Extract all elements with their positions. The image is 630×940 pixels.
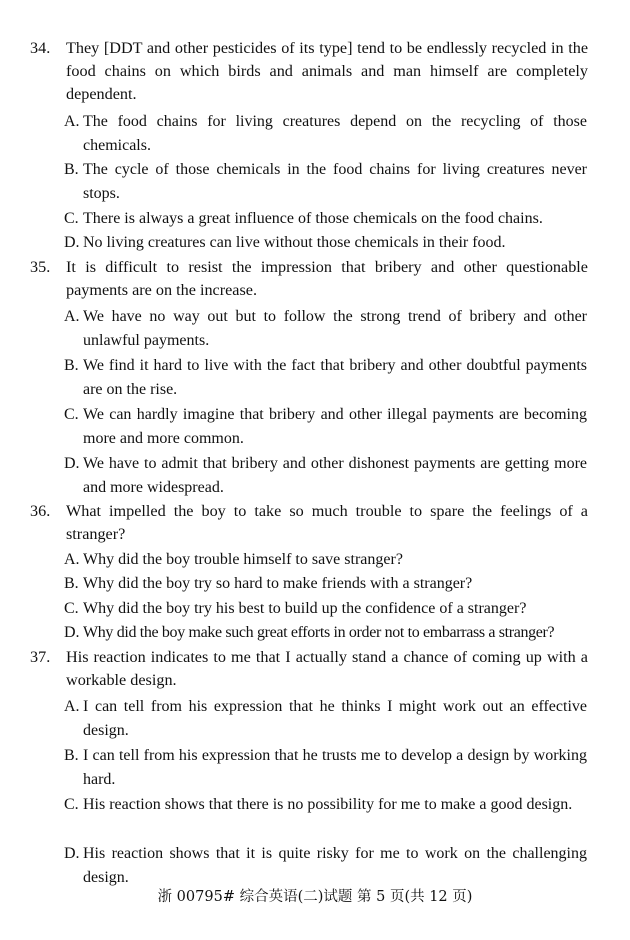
option-text: Why did the boy trouble himself to save stranger? xyxy=(83,551,403,568)
question-stem: His reaction indicates to me that I actually stand a chance of coming up with a workable design. xyxy=(66,648,588,689)
question-number: 34. xyxy=(30,39,51,57)
question-stem: What impelled the boy to take so much trouble to spare the feelings of a stranger? xyxy=(66,502,588,543)
option-text: We can hardly imagine that bribery and other illegal payments are becoming more and more common. xyxy=(83,406,587,447)
page-footer: 浙 00795# 综合英语(二)试题 第 5 页(共 12 页) xyxy=(157,889,473,905)
option-letter: C. xyxy=(64,796,79,813)
option-letter: A. xyxy=(64,551,80,568)
option-letter: B. xyxy=(64,161,79,178)
option-letter: C. xyxy=(64,406,79,423)
option-text: No living creatures can live without those chemicals in their food. xyxy=(83,234,506,251)
option-letter: A. xyxy=(64,698,80,715)
option-text: Why did the boy try his best to build up the confidence of a stranger? xyxy=(83,600,527,617)
option-c xyxy=(64,597,587,621)
option-c xyxy=(64,403,587,450)
option-a xyxy=(64,548,587,572)
option-letter: A. xyxy=(64,113,80,130)
option-b xyxy=(64,744,587,791)
option-text: I can tell from his expression that he thinks I might work out an effective design. xyxy=(83,698,587,739)
option-b xyxy=(64,158,587,205)
option-text: There is always a great influence of those chemicals on the food chains. xyxy=(83,210,543,227)
option-c xyxy=(64,793,587,817)
option-letter: B. xyxy=(64,747,79,764)
option-d xyxy=(64,231,587,255)
option-a xyxy=(64,695,587,742)
option-c xyxy=(64,207,587,231)
option-a xyxy=(64,305,587,352)
option-letter: A. xyxy=(64,308,80,325)
option-letter: D. xyxy=(64,455,80,472)
option-letter: B. xyxy=(64,357,79,374)
option-text: We have to admit that bribery and other dishonest payments are getting more and more widespread. xyxy=(83,455,587,496)
option-b xyxy=(64,354,587,401)
option-d xyxy=(64,621,587,645)
option-text: His reaction shows that there is no possibility for me to make a good design. xyxy=(83,796,573,813)
option-letter: D. xyxy=(64,234,80,251)
option-letter: C. xyxy=(64,210,79,227)
question-stem: They [DDT and other pesticides of its type] tend to be endlessly recycled in the food chains on which birds and animals and man himself are completely dependent. xyxy=(66,39,588,103)
option-letter: D. xyxy=(64,845,80,862)
question-number: 36. xyxy=(30,502,51,520)
option-text: The cycle of those chemicals in the food chains for living creatures never stops. xyxy=(83,161,587,202)
option-letter: C. xyxy=(64,600,79,617)
option-text: Why did the boy try so hard to make friends with a stranger? xyxy=(83,575,473,592)
question-number: 37. xyxy=(30,648,51,666)
option-letter: B. xyxy=(64,575,79,592)
option-text: Why did the boy make such great efforts in order not to embarrass a stranger? xyxy=(83,624,555,641)
option-b xyxy=(64,572,587,596)
option-text: We find it hard to live with the fact that bribery and other doubtful payments are on the rise. xyxy=(83,357,587,398)
question-number: 35. xyxy=(30,258,51,276)
question-stem: It is difficult to resist the impression that bribery and other questionable payments are on the increase. xyxy=(66,258,588,299)
option-d xyxy=(64,452,587,499)
option-text: I can tell from his expression that he trusts me to develop a design by working hard. xyxy=(83,747,587,788)
option-text: His reaction shows that it is quite risky for me to work on the challenging design. xyxy=(83,845,587,886)
option-text: We have no way out but to follow the strong trend of bribery and other unlawful payments. xyxy=(83,308,587,349)
option-text: The food chains for living creatures depend on the recycling of those chemicals. xyxy=(83,113,587,154)
option-d xyxy=(64,842,587,889)
option-letter: D. xyxy=(64,624,80,641)
option-a xyxy=(64,110,587,157)
